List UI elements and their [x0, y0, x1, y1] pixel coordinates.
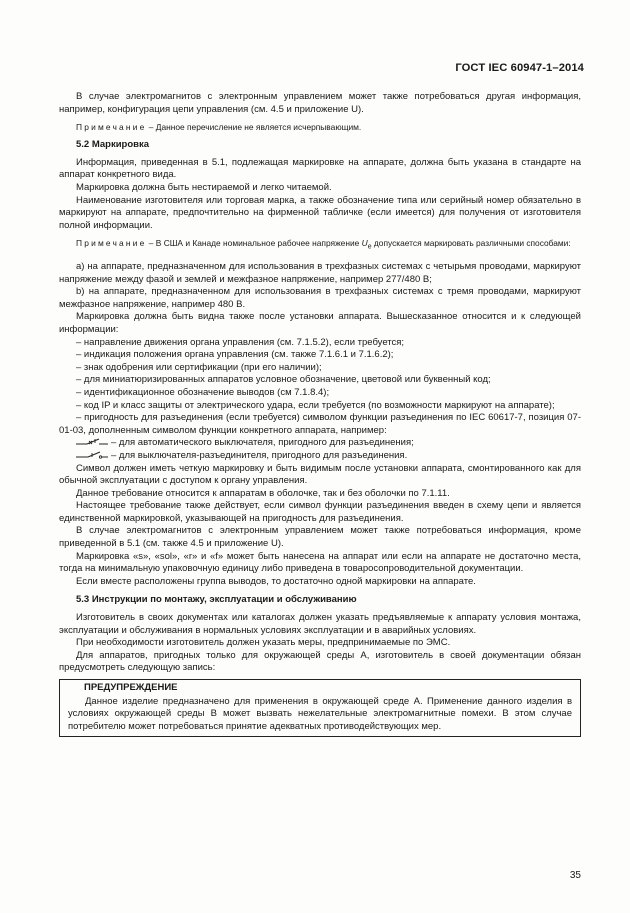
paragraph: Если вместе расположены группа выводов, то достаточно одной маркировки на аппарате. [76, 575, 476, 587]
list-item: – для миниатюризированных аппаратов условное обозначение, цветовой или буквенный код; [76, 374, 491, 386]
paragraph: Маркировка должна быть видна также после установки аппарата. Вышесказанное относится и к следующей информации: [59, 311, 581, 335]
page-content [59, 91, 581, 737]
list-item: – пригодность для разъединения (если требуется) символом функции разъединения по IEC 60617-7, позиция 07-01-03, дополненным символом функции конкретного аппарата, например: [59, 412, 581, 436]
symbol-list-item [59, 450, 581, 463]
switch-disconnector-symbol-icon [76, 450, 108, 459]
list-item: b) на аппарате, предназначенном для использования в трехфазных системах с тремя проводами, маркируют межфазное напряжение, например 480 В. [59, 286, 581, 310]
section-heading: 5.3 Инструкции по монтажу, эксплуатации и обслуживанию [76, 594, 357, 606]
paragraph: При необходимости изготовитель должен указать меры, предпринимаемые по ЭМС. [76, 637, 451, 649]
list-item: – направление движения органа управления (см. 7.1.5.2), если требуется; [76, 336, 405, 348]
note-text: допускается маркировать различными способами: [371, 238, 571, 249]
section-heading: 5.2 Маркировка [76, 139, 150, 151]
symbol-item-text: – для выключателя-разъединителя, пригодного для разъединения. [111, 449, 408, 461]
note [59, 237, 581, 254]
paragraph: Данное требование относится к аппаратам в оболочке, так и без оболочки по 7.1.11. [76, 487, 450, 499]
paragraph: Изготовитель в своих документах или каталогах должен указать предъявляемые к аппарату условия монтажа, эксплуатации и обслуживания в нормальных условиях эксплуатации и в аварийных условиях. [59, 612, 581, 636]
paragraph: Маркировка «s», «sol», «r» и «f» может быть нанесена на аппарат или если на аппарате не достаточно места, тогда на минимальную упаковочную единицу либо приведена в товаросопроводительной документации. [59, 550, 581, 575]
warning-text: Данное изделие предназначено для применения в окружающей среде A. Применение данного изделия в условиях окружающей среды B может вызвать нежелательные электромагнитные помехи. В этом случае потребителю может потребоваться принятие адекватных противодействующих мер. [68, 695, 572, 732]
note-label: Примечание [76, 122, 147, 133]
symbol-item-text: – для автоматического выключателя, пригодного для разъединения; [111, 437, 414, 449]
symbol-list-item [59, 437, 581, 450]
paragraph: Символ должен иметь четкую маркировку и быть видимым после установки аппарата, смонтированного как для обычной эксплуатации с доступом к органу управления. [59, 462, 581, 487]
paragraph: Наименование изготовителя или торговая марка, а также обозначение типа или серийный номер обязательно в маркируют на аппарате, предпочтительно на фирменной табличке (если имеется) для получения от изготовителя полной информации. [59, 194, 581, 231]
paragraph: Информация, приведенная в 5.1, подлежащая маркировке на аппарате, должна быть указана в стандарте на аппарат конкретного вида. [59, 156, 581, 181]
paragraph: Настоящее требование также действует, если символ функции разъединения введен в схему цепи и является единственной маркировкой, указывающей на пригодность для разъединения. [59, 500, 581, 524]
list-item: a) на аппарате, предназначенном для использования в трехфазных системах с четырьмя проводами, маркируют напряжение между фазой и землей и межфазное напряжение, например 277/480 В; [59, 261, 581, 285]
note-text: – Данное перечисление не является исчерпывающим. [146, 122, 362, 133]
paragraph: В случае электромагнитов с электронным управлением может также потребоваться информация, кроме приведенной в 5.1 (см. также 4.5 и приложение U). [59, 525, 581, 550]
list-item: – идентификационное обозначение выводов (см 7.1.8.4); [76, 386, 330, 398]
warning-box [59, 679, 581, 737]
note-label: Примечание [76, 238, 147, 249]
paragraph: В случае электромагнитов с электронным управлением может также потребоваться другая информация, например, конфигурация цепи управления (см. 4.5 и приложение U). [59, 91, 581, 115]
voltage-symbol: U [361, 238, 368, 249]
list-item: – код IP и класс защиты от электрического удара, если требуется (по возможности маркируют на аппарате); [76, 399, 555, 411]
circuit-breaker-isolator-symbol-icon [76, 437, 108, 446]
standard-code-header: ГОСТ IEC 60947-1–2014 [455, 62, 584, 74]
list-item: – знак одобрения или сертификации (при его наличии); [76, 361, 322, 373]
paragraph: Маркировка должна быть нестираемой и легко читаемой. [76, 181, 332, 193]
paragraph: Для аппаратов, пригодных только для окружающей среды A, изготовитель в своей документации обязан предусмотреть следующую запись: [59, 649, 581, 674]
page-number: 35 [569, 870, 581, 881]
warning-title: ПРЕДУПРЕЖДЕНИЕ [84, 682, 178, 694]
note [59, 121, 581, 133]
voltage-symbol-subscript: e [367, 244, 372, 252]
note-text: – В США и Канаде номинальное рабочее напряжение [146, 238, 362, 249]
list-item: – индикация положения органа управления (см. также 7.1.6.1 и 7.1.6.2); [76, 349, 394, 361]
